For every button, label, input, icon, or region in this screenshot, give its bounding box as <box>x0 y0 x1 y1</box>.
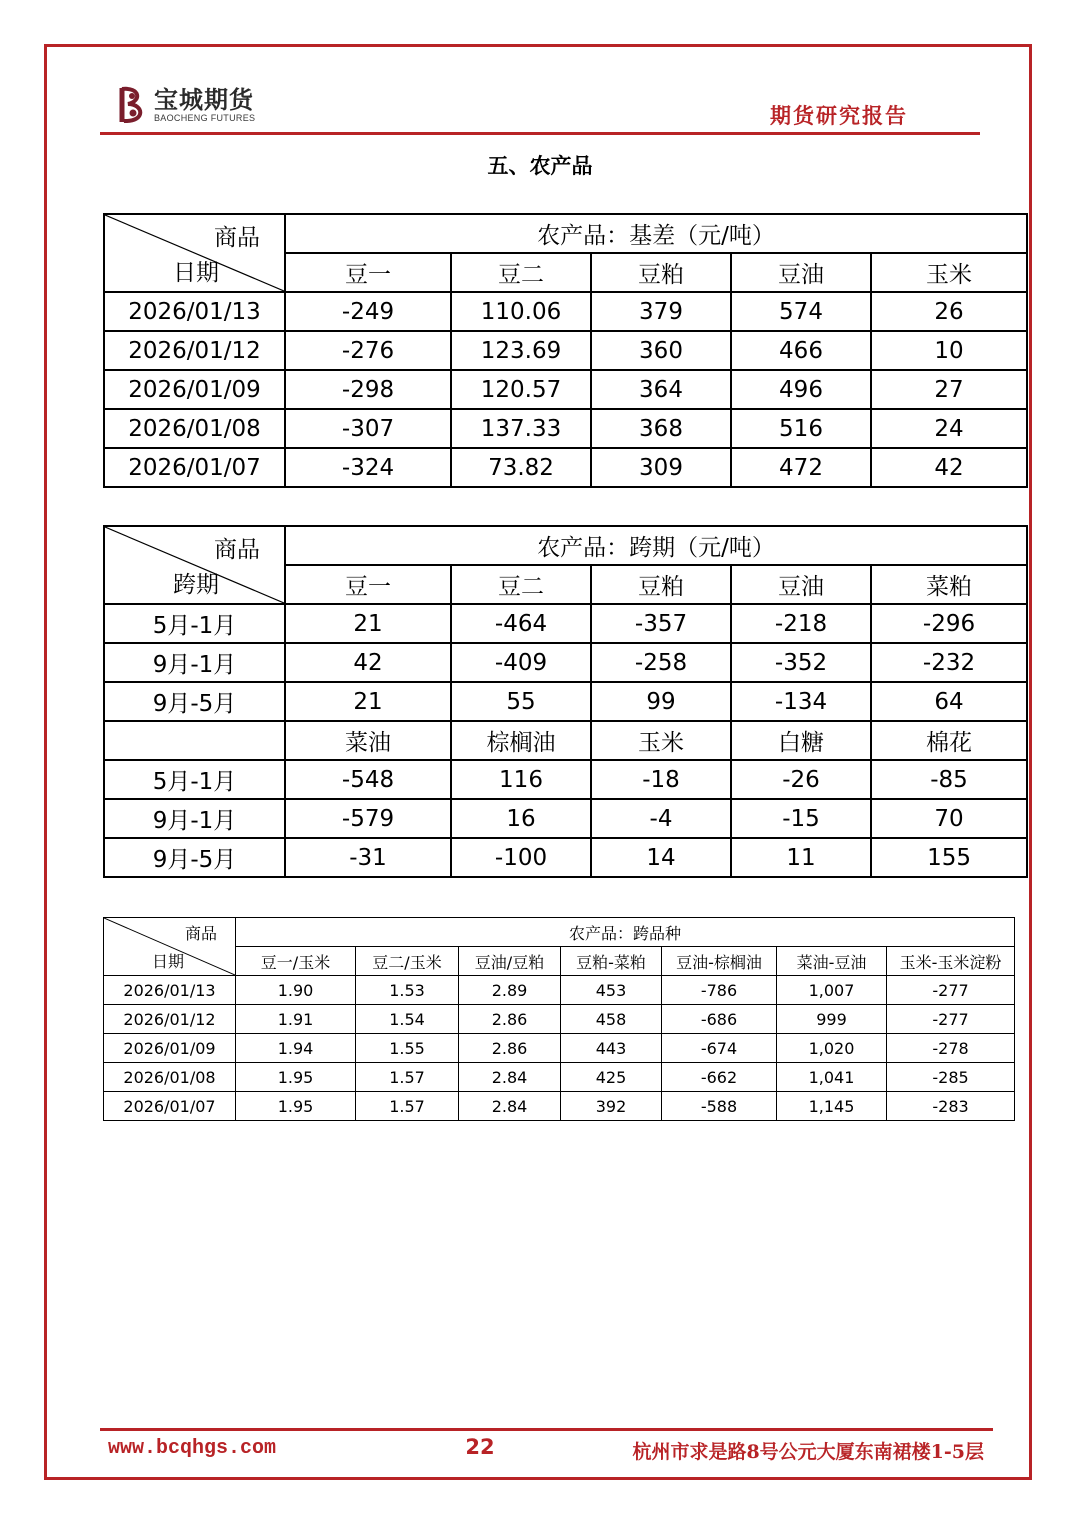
cell: -283 <box>887 1092 1015 1121</box>
cell: -232 <box>871 643 1027 682</box>
cell: 99 <box>591 682 731 721</box>
cell: 1,145 <box>777 1092 887 1121</box>
cell: -579 <box>285 799 451 838</box>
cell: -4 <box>591 799 731 838</box>
table-row <box>104 370 1027 409</box>
page-number: 22 <box>465 1435 495 1459</box>
cell: 425 <box>561 1063 662 1092</box>
cell: 2.86 <box>459 1005 561 1034</box>
cell: -134 <box>731 682 871 721</box>
cross-commodity-table <box>103 917 1015 1121</box>
cell: -276 <box>285 331 451 370</box>
column-header: 豆一/玉米 <box>236 947 356 976</box>
corner-label-commodity: 商品 <box>184 924 217 943</box>
cell: 2.89 <box>459 976 561 1005</box>
column-header: 豆油 <box>731 253 871 292</box>
cell: 137.33 <box>451 409 591 448</box>
cell: 516 <box>731 409 871 448</box>
empty-cell <box>104 721 285 760</box>
cell: 1.55 <box>356 1034 459 1063</box>
cell: 1.54 <box>356 1005 459 1034</box>
cell: 1.57 <box>356 1092 459 1121</box>
cell: 14 <box>591 838 731 877</box>
cell: -296 <box>871 604 1027 643</box>
cell: -278 <box>887 1034 1015 1063</box>
table-row <box>104 604 1027 643</box>
corner-label-commodity: 商品 <box>214 225 260 251</box>
cell: -277 <box>887 1005 1015 1034</box>
row-label: 5月-1月 <box>104 604 285 643</box>
cell: 42 <box>285 643 451 682</box>
row-label: 2026/01/07 <box>104 448 285 487</box>
cell: 1.95 <box>236 1092 356 1121</box>
section-title: 五、农产品 <box>487 154 593 178</box>
cell: 2.84 <box>459 1063 561 1092</box>
table-row <box>104 1092 1015 1121</box>
cross-corner-header <box>104 918 236 976</box>
cell: 1.94 <box>236 1034 356 1063</box>
column-header: 棕榈油 <box>451 721 591 760</box>
cell: 1.90 <box>236 976 356 1005</box>
cell: -285 <box>887 1063 1015 1092</box>
cell: 21 <box>285 604 451 643</box>
row-label: 9月-1月 <box>104 799 285 838</box>
spread-column-header-row-2 <box>104 721 1027 760</box>
column-header: 豆二/玉米 <box>356 947 459 976</box>
row-label: 9月-5月 <box>104 682 285 721</box>
row-label: 9月-1月 <box>104 643 285 682</box>
calendar-spread-table <box>103 525 1028 878</box>
table-row <box>104 409 1027 448</box>
cell: -31 <box>285 838 451 877</box>
table-row <box>104 682 1027 721</box>
cell: 368 <box>591 409 731 448</box>
basis-table <box>103 213 1028 488</box>
column-header: 豆粕-菜粕 <box>561 947 662 976</box>
cell: 1,041 <box>777 1063 887 1092</box>
row-label: 2026/01/08 <box>104 409 285 448</box>
table-row <box>104 1034 1015 1063</box>
cell: -324 <box>285 448 451 487</box>
cell: 364 <box>591 370 731 409</box>
logo-chinese-name: 宝城期货 <box>154 84 254 114</box>
corner-label-date: 日期 <box>173 260 219 286</box>
spread-group-header: 农产品：跨期（元/吨） <box>285 526 1027 565</box>
cell: -307 <box>285 409 451 448</box>
table-row <box>104 799 1027 838</box>
cell: -249 <box>285 292 451 331</box>
cell: 453 <box>561 976 662 1005</box>
table-row <box>104 448 1027 487</box>
table-row <box>104 838 1027 877</box>
cell: 379 <box>591 292 731 331</box>
cell: -85 <box>871 760 1027 799</box>
cell: -298 <box>285 370 451 409</box>
cell: -18 <box>591 760 731 799</box>
cell: 309 <box>591 448 731 487</box>
column-header: 豆油-棕榈油 <box>662 947 777 976</box>
cell: -357 <box>591 604 731 643</box>
column-header: 菜油-豆油 <box>777 947 887 976</box>
cell: 1.95 <box>236 1063 356 1092</box>
column-header: 豆油/豆粕 <box>459 947 561 976</box>
cell: 110.06 <box>451 292 591 331</box>
cell: -548 <box>285 760 451 799</box>
row-label: 2026/01/09 <box>104 1034 236 1063</box>
column-header: 豆一 <box>285 565 451 604</box>
cell: -674 <box>662 1034 777 1063</box>
cell: -588 <box>662 1092 777 1121</box>
cell: 1,007 <box>777 976 887 1005</box>
column-header: 菜粕 <box>871 565 1027 604</box>
cell: 26 <box>871 292 1027 331</box>
cell: 466 <box>731 331 871 370</box>
cell: -100 <box>451 838 591 877</box>
basis-group-header: 农产品：基差（元/吨） <box>285 214 1027 253</box>
cell: 1.53 <box>356 976 459 1005</box>
cell: 2.84 <box>459 1092 561 1121</box>
column-header: 豆粕 <box>591 253 731 292</box>
column-header: 豆一 <box>285 253 451 292</box>
cell: 116 <box>451 760 591 799</box>
footer-website-link[interactable]: www.bcqhgs.com <box>108 1437 277 1460</box>
cell: -218 <box>731 604 871 643</box>
cell: 27 <box>871 370 1027 409</box>
corner-label-spread: 跨期 <box>173 572 219 598</box>
cell: 574 <box>731 292 871 331</box>
row-label: 2026/01/12 <box>104 1005 236 1034</box>
cell: -464 <box>451 604 591 643</box>
cell: 16 <box>451 799 591 838</box>
cell: -786 <box>662 976 777 1005</box>
column-header: 玉米-玉米淀粉 <box>887 947 1015 976</box>
column-header: 玉米 <box>591 721 731 760</box>
column-header: 菜油 <box>285 721 451 760</box>
header-divider <box>100 132 980 135</box>
basis-corner-header <box>104 214 285 292</box>
table-row <box>104 643 1027 682</box>
column-header: 棉花 <box>871 721 1027 760</box>
column-header: 白糖 <box>731 721 871 760</box>
cell: 1,020 <box>777 1034 887 1063</box>
cross-group-header: 农产品：跨品种 <box>236 918 1015 947</box>
row-label: 2026/01/07 <box>104 1092 236 1121</box>
row-label: 2026/01/12 <box>104 331 285 370</box>
cell: -409 <box>451 643 591 682</box>
cell: 55 <box>451 682 591 721</box>
cell: 2.86 <box>459 1034 561 1063</box>
cell: -662 <box>662 1063 777 1092</box>
table-row <box>104 760 1027 799</box>
cell: -277 <box>887 976 1015 1005</box>
cell: 10 <box>871 331 1027 370</box>
cell: 70 <box>871 799 1027 838</box>
cell: 392 <box>561 1092 662 1121</box>
logo-english-name: BAOCHENG FUTURES <box>154 112 256 123</box>
table-row <box>104 1005 1015 1034</box>
cell: -15 <box>731 799 871 838</box>
cell: 1.57 <box>356 1063 459 1092</box>
cell: 458 <box>561 1005 662 1034</box>
cell: 24 <box>871 409 1027 448</box>
spread-corner-header <box>104 526 285 604</box>
footer-divider <box>100 1428 993 1431</box>
cell: -686 <box>662 1005 777 1034</box>
baocheng-logo-icon <box>118 84 148 126</box>
cell: 11 <box>731 838 871 877</box>
cell: -258 <box>591 643 731 682</box>
row-label: 2026/01/08 <box>104 1063 236 1092</box>
report-type-title: 期货研究报告 <box>770 103 908 128</box>
cell: -352 <box>731 643 871 682</box>
footer-address: 杭州市求是路8号公元大厦东南裙楼1-5层 <box>632 1441 984 1463</box>
column-header: 豆二 <box>451 253 591 292</box>
cell: 155 <box>871 838 1027 877</box>
cell: -26 <box>731 760 871 799</box>
table-row <box>104 292 1027 331</box>
column-header: 玉米 <box>871 253 1027 292</box>
cell: 999 <box>777 1005 887 1034</box>
cell: 496 <box>731 370 871 409</box>
row-label: 2026/01/13 <box>104 976 236 1005</box>
cell: 360 <box>591 331 731 370</box>
cell: 21 <box>285 682 451 721</box>
corner-label-commodity: 商品 <box>214 537 260 563</box>
table-row <box>104 331 1027 370</box>
cell: 472 <box>731 448 871 487</box>
row-label: 2026/01/09 <box>104 370 285 409</box>
cell: 120.57 <box>451 370 591 409</box>
corner-label-date: 日期 <box>152 952 185 971</box>
column-header: 豆二 <box>451 565 591 604</box>
table-row <box>104 1063 1015 1092</box>
company-logo <box>118 84 255 126</box>
cell: 42 <box>871 448 1027 487</box>
row-label: 9月-5月 <box>104 838 285 877</box>
cell: 73.82 <box>451 448 591 487</box>
column-header: 豆粕 <box>591 565 731 604</box>
cell: 64 <box>871 682 1027 721</box>
table-row <box>104 976 1015 1005</box>
cross-column-header-row <box>104 947 1015 976</box>
cell: 123.69 <box>451 331 591 370</box>
cell: 1.91 <box>236 1005 356 1034</box>
row-label: 2026/01/13 <box>104 292 285 331</box>
row-label: 5月-1月 <box>104 760 285 799</box>
column-header: 豆油 <box>731 565 871 604</box>
cell: 443 <box>561 1034 662 1063</box>
